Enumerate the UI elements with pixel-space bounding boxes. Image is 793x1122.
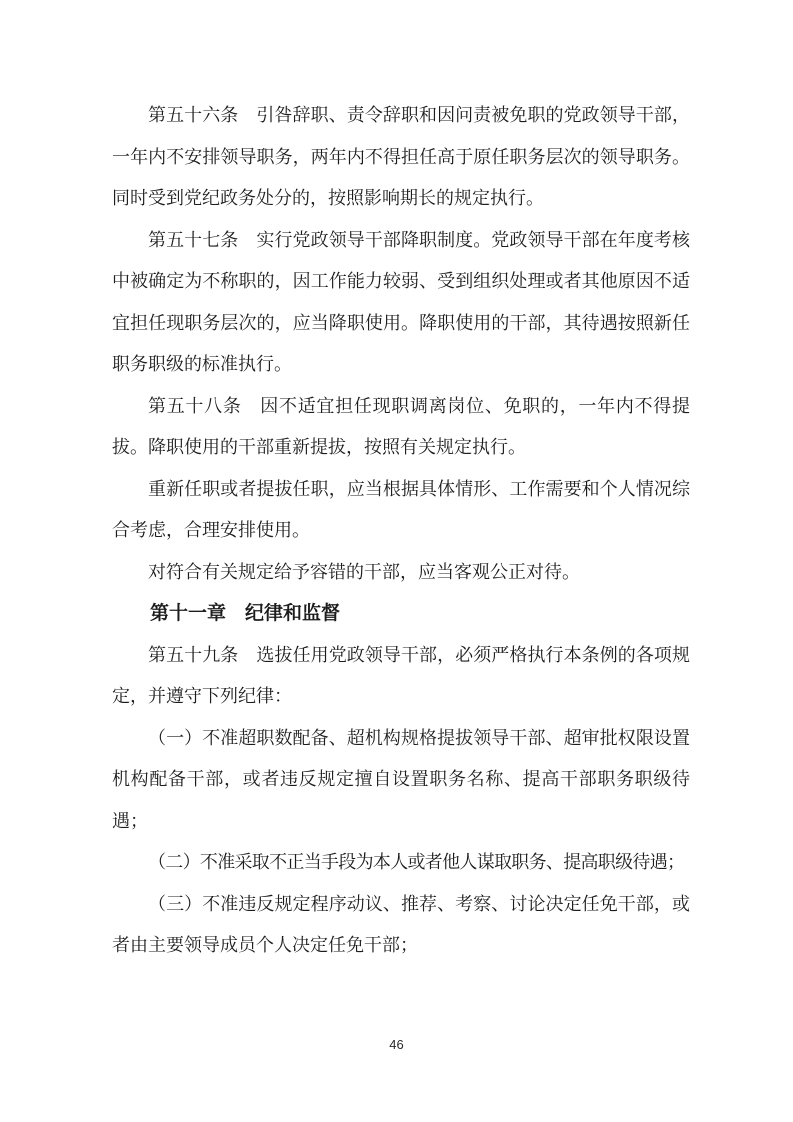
paragraph-article-58: 第五十八条 因不适宜担任现职调离岗位、免职的，一年内不得提拔。降职使用的干部重新提拔，按照有关规定执行。 [112,395,690,457]
paragraph-article-56: 第五十六条 引咎辞职、责令辞职和因问责被免职的党政领导干部，一年内不安排领导职务，两年内不得担任高于原任职务层次的领导职务。同时受到党纪政务处分的，按照影响期长的规定执行。 [112,105,690,208]
paragraph-article-57: 第五十七条 实行党政领导干部降职制度。党政领导干部在年度考核中被确定为不称职的，因工作能力较弱、受到组织处理或者其他原因不适宜担任现职务层次的，应当降职使用。降职使用的干部，其待遇按照新任职务职级的标准执行。 [112,229,690,374]
paragraph-reappointment: 重新任职或者提拔任职，应当根据具体情形、工作需要和个人情况综合考虑，合理安排使用。 [112,478,690,540]
chapter-heading: 第十一章 纪律和监督 [150,603,341,624]
paragraph-rule-3: （三）不准违反规定程序动议、推荐、考察、讨论决定任免干部，或者由主要领导成员个人决定任免干部； [112,893,690,955]
paragraph-fault-tolerance: 对符合有关规定给予容错的干部，应当客观公正对待。 [148,561,580,582]
paragraph-rule-2: （二）不准采取不正当手段为本人或者他人谋取职务、提高职级待遇； [148,852,685,872]
paragraph-rule-1: （一）不准超职数配备、超机构规格提拔领导干部、超审批权限设置机构配备干部，或者违反规定擅自设置职务名称、提高干部职务职级待遇； [112,727,690,831]
paragraph-article-59: 第五十九条 选拔任用党政领导干部，必须严格执行本条例的各项规定，并遵守下列纪律： [112,644,690,706]
document-text [112,95,690,967]
page-number: 46 [389,1037,404,1052]
